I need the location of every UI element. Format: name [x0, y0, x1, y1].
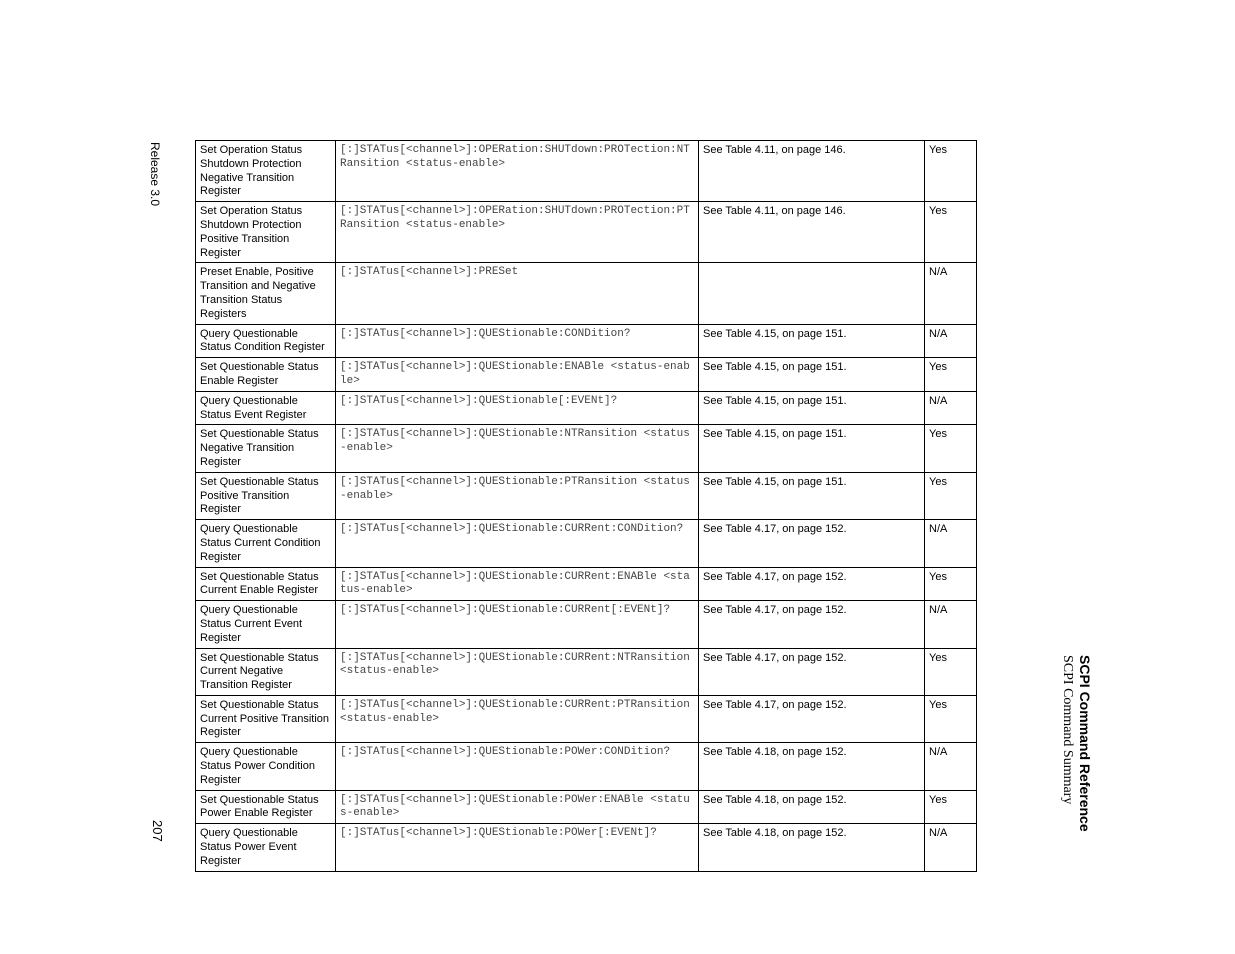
- table-row: [196, 391, 977, 425]
- parameters-cell: See Table 4.18, on page 152.: [699, 824, 925, 871]
- command-cell: [:]STATus[<channel>]:OPERation:SHUTdown:PROTection:PTRansition <status-enable>: [336, 202, 699, 263]
- command-cell: [:]STATus[<channel>]:QUEStionable[:EVENt]?: [336, 391, 699, 425]
- command-cell: [:]STATus[<channel>]:QUEStionable:POWer:CONDition?: [336, 743, 699, 790]
- parameters-cell: See Table 4.11, on page 146.: [699, 141, 925, 202]
- command-cell: [:]STATus[<channel>]:PRESet: [336, 263, 699, 324]
- function-cell: Set Questionable Status Negative Transition Register: [196, 425, 336, 472]
- command-cell: [:]STATus[<channel>]:QUEStionable:POWer:ENABle <status-enable>: [336, 790, 699, 824]
- table-row: [196, 263, 977, 324]
- reset-cell: Yes: [925, 425, 977, 472]
- reset-cell: N/A: [925, 324, 977, 358]
- parameters-cell: See Table 4.15, on page 151.: [699, 324, 925, 358]
- running-header: [1058, 655, 1096, 845]
- table-row: [196, 202, 977, 263]
- parameters-cell: See Table 4.18, on page 152.: [699, 743, 925, 790]
- parameters-cell: See Table 4.15, on page 151.: [699, 358, 925, 392]
- table-row: [196, 743, 977, 790]
- function-cell: Query Questionable Status Condition Register: [196, 324, 336, 358]
- parameters-cell: [699, 263, 925, 324]
- parameters-cell: See Table 4.11, on page 146.: [699, 202, 925, 263]
- command-cell: [:]STATus[<channel>]:QUEStionable:CURRent:CONDition?: [336, 520, 699, 567]
- command-cell: [:]STATus[<channel>]:QUEStionable:PTRansition <status-enable>: [336, 472, 699, 519]
- parameters-cell: See Table 4.17, on page 152.: [699, 520, 925, 567]
- reset-cell: N/A: [925, 263, 977, 324]
- table-row: [196, 695, 977, 742]
- table-row: [196, 601, 977, 648]
- command-cell: [:]STATus[<channel>]:QUEStionable:CURRent[:EVENt]?: [336, 601, 699, 648]
- function-cell: Set Questionable Status Enable Register: [196, 358, 336, 392]
- function-cell: Query Questionable Status Power Condition Register: [196, 743, 336, 790]
- table-row: [196, 358, 977, 392]
- reset-cell: Yes: [925, 567, 977, 601]
- command-cell: [:]STATus[<channel>]:QUEStionable:NTRansition <status-enable>: [336, 425, 699, 472]
- table-row: [196, 824, 977, 871]
- function-cell: Set Questionable Status Current Positive Transition Register: [196, 695, 336, 742]
- parameters-cell: See Table 4.15, on page 151.: [699, 391, 925, 425]
- command-cell: [:]STATus[<channel>]:QUEStionable:CURRent:ENABle <status-enable>: [336, 567, 699, 601]
- parameters-cell: See Table 4.17, on page 152.: [699, 601, 925, 648]
- function-cell: Set Operation Status Shutdown Protection Negative Transition Register: [196, 141, 336, 202]
- parameters-cell: See Table 4.15, on page 151.: [699, 425, 925, 472]
- table-row: [196, 324, 977, 358]
- function-cell: Query Questionable Status Current Event Register: [196, 601, 336, 648]
- header-subtitle: SCPI Command Summary: [1060, 655, 1075, 805]
- command-cell: [:]STATus[<channel>]:QUEStionable:CURRent:PTRansition <status-enable>: [336, 695, 699, 742]
- command-cell: [:]STATus[<channel>]:QUEStionable:POWer[:EVENt]?: [336, 824, 699, 871]
- reset-cell: Yes: [925, 790, 977, 824]
- reset-cell: Yes: [925, 141, 977, 202]
- header-title: SCPI Command Reference: [1077, 655, 1093, 832]
- function-cell: Set Operation Status Shutdown Protection Positive Transition Register: [196, 202, 336, 263]
- reset-cell: N/A: [925, 601, 977, 648]
- function-cell: Set Questionable Status Power Enable Register: [196, 790, 336, 824]
- reset-cell: N/A: [925, 743, 977, 790]
- function-cell: Preset Enable, Positive Transition and Negative Transition Status Registers: [196, 263, 336, 324]
- reset-cell: Yes: [925, 695, 977, 742]
- parameters-cell: See Table 4.17, on page 152.: [699, 567, 925, 601]
- function-cell: Set Questionable Status Positive Transition Register: [196, 472, 336, 519]
- reset-cell: N/A: [925, 520, 977, 567]
- function-cell: Query Questionable Status Event Register: [196, 391, 336, 425]
- table-row: [196, 790, 977, 824]
- reset-cell: Yes: [925, 358, 977, 392]
- parameters-cell: See Table 4.17, on page 152.: [699, 648, 925, 695]
- command-summary-table: [195, 140, 977, 872]
- reset-cell: N/A: [925, 824, 977, 871]
- function-cell: Set Questionable Status Current Enable Register: [196, 567, 336, 601]
- table-row: [196, 567, 977, 601]
- release-label: Release 3.0: [148, 142, 162, 207]
- parameters-cell: See Table 4.18, on page 152.: [699, 790, 925, 824]
- page-number: 207: [150, 820, 165, 842]
- parameters-cell: See Table 4.17, on page 152.: [699, 695, 925, 742]
- table-row: [196, 520, 977, 567]
- table-row: [196, 648, 977, 695]
- table-row: [196, 472, 977, 519]
- command-cell: [:]STATus[<channel>]:QUEStionable:ENABle <status-enable>: [336, 358, 699, 392]
- function-cell: Set Questionable Status Current Negative Transition Register: [196, 648, 336, 695]
- function-cell: Query Questionable Status Power Event Register: [196, 824, 336, 871]
- parameters-cell: See Table 4.15, on page 151.: [699, 472, 925, 519]
- reset-cell: Yes: [925, 472, 977, 519]
- function-cell: Query Questionable Status Current Condition Register: [196, 520, 336, 567]
- reset-cell: N/A: [925, 391, 977, 425]
- reset-cell: Yes: [925, 202, 977, 263]
- command-cell: [:]STATus[<channel>]:OPERation:SHUTdown:PROTection:NTRansition <status-enable>: [336, 141, 699, 202]
- command-cell: [:]STATus[<channel>]:QUEStionable:CURRent:NTRansition <status-enable>: [336, 648, 699, 695]
- table-row: [196, 141, 977, 202]
- reset-cell: Yes: [925, 648, 977, 695]
- table-row: [196, 425, 977, 472]
- command-cell: [:]STATus[<channel>]:QUEStionable:CONDition?: [336, 324, 699, 358]
